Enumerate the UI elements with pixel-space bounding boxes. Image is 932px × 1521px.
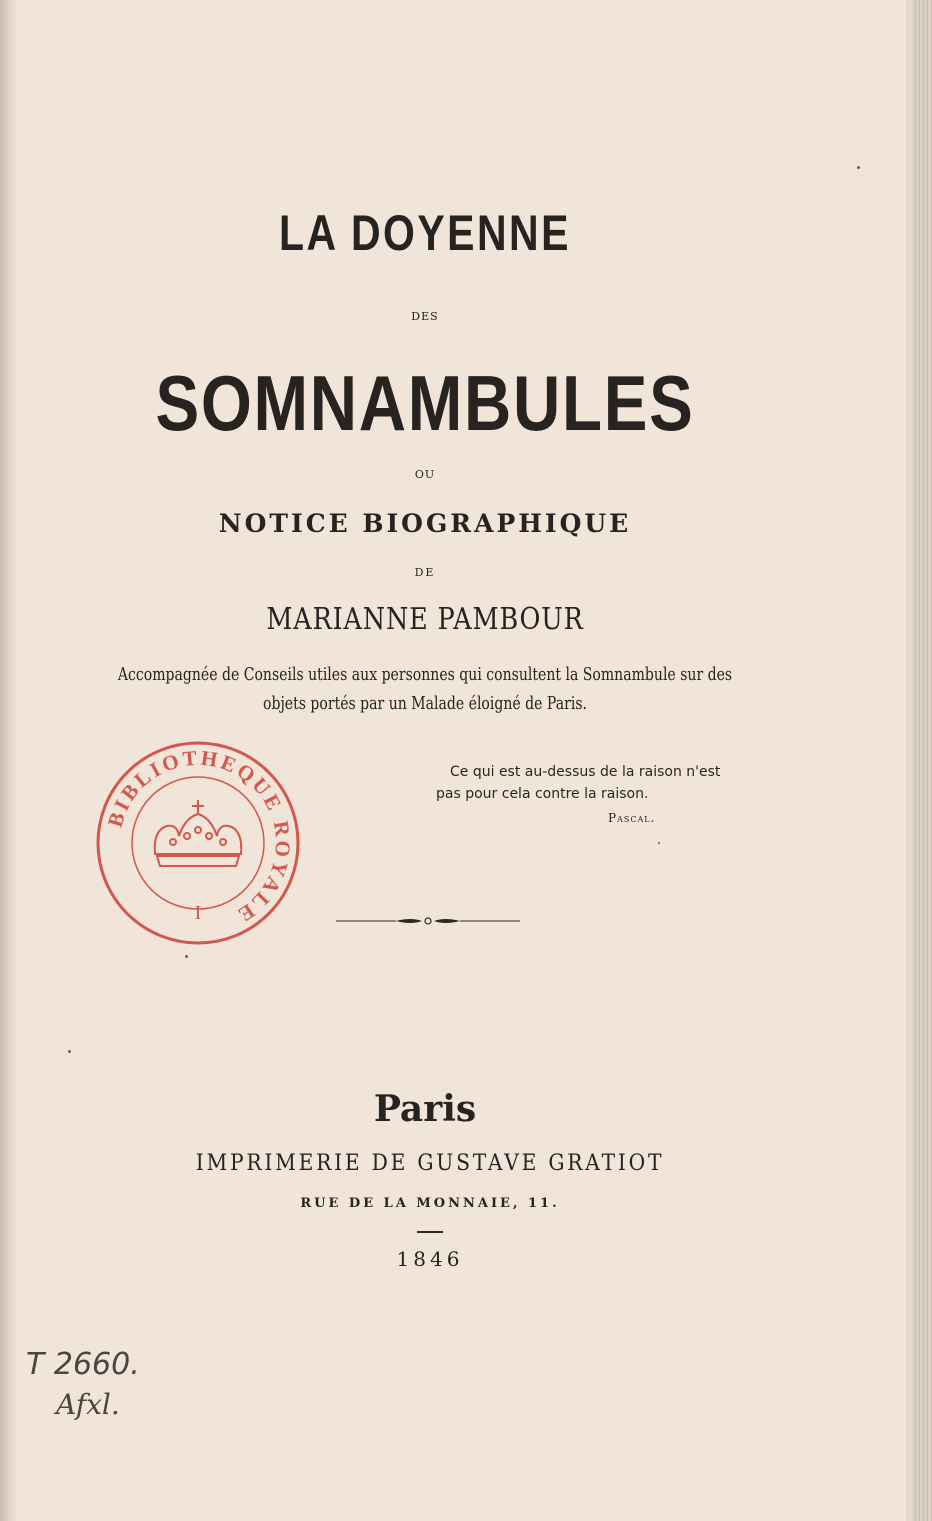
connector-ou: OU bbox=[414, 468, 436, 481]
imprint-printer: IMPRIMERIE DE GUSTAVE GRATIOT bbox=[195, 1151, 665, 1176]
description-line-1: Accompagnée de Conseils utiles aux personnes qui consultent la Somnambule sur des bbox=[117, 664, 733, 685]
paper-speck bbox=[68, 1050, 71, 1053]
epigraph-text: Ce qui est au-dessus de la raison n'est pas pour cela contre la raison. bbox=[436, 764, 721, 802]
imprint-address: RUE DE LA MONNAIE, 11. bbox=[300, 1196, 560, 1211]
imprint-dash bbox=[417, 1231, 443, 1233]
crown-icon bbox=[155, 800, 242, 866]
paper-speck bbox=[857, 166, 860, 169]
stamp-text: BIBLIOTHEQUE ROYALE bbox=[102, 745, 296, 929]
epigraph-author: Pascal. bbox=[608, 811, 656, 825]
page-edges bbox=[912, 0, 932, 1521]
title-line-1: LA DOYENNE bbox=[279, 205, 571, 261]
binding-shadow bbox=[0, 0, 16, 1521]
paper-speck bbox=[658, 842, 660, 844]
library-stamp bbox=[93, 738, 303, 948]
connector-de: DE bbox=[414, 566, 436, 579]
shelfmark-line-2: Afxl. bbox=[56, 1388, 120, 1421]
shelfmark-line-1: T 2660. bbox=[26, 1347, 140, 1382]
imprint-year: 1846 bbox=[396, 1247, 464, 1271]
handwritten-shelfmark bbox=[22, 1340, 162, 1440]
connector-des: DES bbox=[411, 310, 439, 323]
stamp-mark: I bbox=[194, 902, 202, 924]
ornament-divider bbox=[336, 912, 520, 930]
subject-name: MARIANNE PAMBOUR bbox=[266, 602, 584, 637]
subtitle: NOTICE BIOGRAPHIQUE bbox=[218, 509, 632, 538]
description-line-2: objets portés par un Malade éloigné de Paris. bbox=[263, 693, 587, 714]
paper-speck bbox=[185, 955, 188, 958]
title-line-2: SOMNAMBULES bbox=[155, 359, 695, 447]
imprint-city: Paris bbox=[373, 1088, 477, 1130]
